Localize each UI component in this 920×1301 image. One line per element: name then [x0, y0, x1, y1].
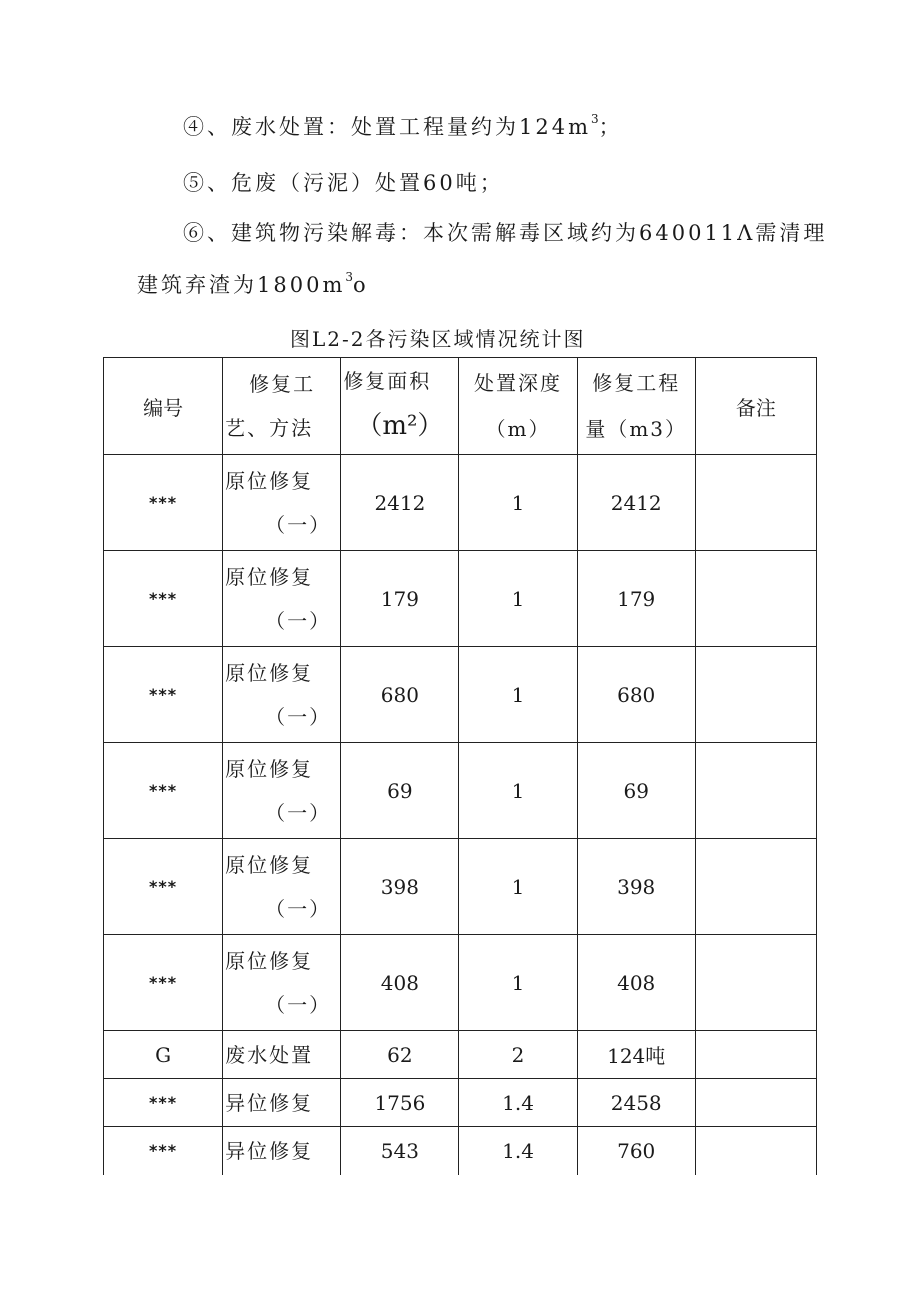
method-line: 原位修复 — [225, 756, 314, 781]
cell-method — [223, 1127, 341, 1175]
method-line: 异位修复 — [225, 1090, 314, 1115]
table-row — [104, 935, 817, 1031]
method-line: 原位修复 — [225, 852, 314, 877]
cell-id: *** — [104, 1079, 223, 1127]
cell-volume: 408 — [577, 935, 695, 1031]
header-text: 修复工 — [249, 372, 316, 396]
table-row — [104, 647, 817, 743]
cell-note — [695, 839, 816, 935]
header-depth — [459, 358, 577, 455]
cell-method — [223, 551, 341, 647]
method-line: 原位修复 — [225, 468, 314, 493]
cell-id: *** — [104, 839, 223, 935]
paragraph-text: 建筑弃渣为1800m — [137, 273, 346, 297]
cell-volume: 2458 — [577, 1079, 695, 1127]
header-note — [695, 358, 816, 455]
header-text: 备注 — [735, 395, 776, 420]
cell-method — [223, 839, 341, 935]
cell-note — [695, 455, 816, 551]
cell-area: 69 — [341, 743, 459, 839]
table-row — [104, 839, 817, 935]
cell-depth: 1 — [459, 455, 577, 551]
header-text: （m²） — [356, 411, 444, 441]
header-id — [104, 358, 223, 455]
cell-depth: 1 — [459, 647, 577, 743]
cell-method — [223, 455, 341, 551]
cell-id: *** — [104, 743, 223, 839]
contamination-table — [103, 357, 817, 1175]
method-line: 原位修复 — [225, 660, 314, 685]
header-volume — [577, 358, 695, 455]
table-row — [104, 1079, 817, 1127]
cell-note — [695, 1031, 816, 1079]
cell-id: *** — [104, 647, 223, 743]
cell-id: G — [104, 1031, 223, 1079]
table-row — [104, 1127, 817, 1175]
method-line: 原位修复 — [225, 564, 314, 589]
method-line: （一） — [265, 608, 332, 633]
method-line: 原位修复 — [225, 948, 314, 973]
paragraph-building-debris — [137, 270, 369, 297]
method-line: 废水处置 — [225, 1042, 314, 1067]
superscript: 3 — [591, 112, 599, 126]
header-area — [341, 358, 459, 455]
cell-method — [223, 647, 341, 743]
cell-volume: 124吨 — [577, 1031, 695, 1079]
method-line: （一） — [265, 512, 332, 537]
table-row — [104, 743, 817, 839]
cell-note — [695, 1079, 816, 1127]
cell-id: *** — [104, 1127, 223, 1175]
header-text: 修复面积 — [343, 369, 432, 393]
method-line: （一） — [265, 800, 332, 825]
cell-depth: 1 — [459, 839, 577, 935]
cell-note — [695, 551, 816, 647]
method-line: 异位修复 — [225, 1138, 314, 1163]
table-header-row — [104, 358, 817, 455]
cell-method — [223, 1079, 341, 1127]
paragraph-wastewater — [183, 112, 623, 139]
header-method — [223, 358, 341, 455]
cell-note — [695, 935, 816, 1031]
cell-depth: 1.4 — [459, 1127, 577, 1175]
cell-id: *** — [104, 935, 223, 1031]
method-line: （一） — [265, 704, 332, 729]
paragraph-hazardous-waste: ⑤、危废（污泥）处置60吨； — [183, 171, 504, 195]
cell-area: 398 — [341, 839, 459, 935]
cell-method — [223, 1031, 341, 1079]
cell-area: 2412 — [341, 455, 459, 551]
paragraph-text: ； — [598, 115, 623, 139]
cell-depth: 1 — [459, 551, 577, 647]
table-row — [104, 1031, 817, 1079]
cell-area: 62 — [341, 1031, 459, 1079]
method-line: （一） — [265, 992, 332, 1017]
paragraph-building-decontamination: ⑥、建筑物污染解毒：本次需解毒区域约为640011Λ需清理 — [183, 221, 828, 245]
cell-area: 680 — [341, 647, 459, 743]
cell-id: *** — [104, 455, 223, 551]
table-row — [104, 455, 817, 551]
cell-depth: 1.4 — [459, 1079, 577, 1127]
header-text: 量（m3） — [585, 417, 688, 441]
cell-volume: 760 — [577, 1127, 695, 1175]
cell-depth: 2 — [459, 1031, 577, 1079]
header-text: 艺、方法 — [225, 416, 314, 440]
header-text: （m） — [485, 417, 551, 441]
header-text: 处置深度 — [474, 371, 563, 395]
cell-method — [223, 743, 341, 839]
cell-volume: 69 — [577, 743, 695, 839]
cell-volume: 680 — [577, 647, 695, 743]
cell-method — [223, 935, 341, 1031]
cell-depth: 1 — [459, 935, 577, 1031]
cell-volume: 398 — [577, 839, 695, 935]
cell-note — [695, 647, 816, 743]
cell-area: 543 — [341, 1127, 459, 1175]
method-line: （一） — [265, 896, 332, 921]
cell-note — [695, 1127, 816, 1175]
superscript: 3 — [345, 270, 353, 284]
cell-area: 179 — [341, 551, 459, 647]
header-text: 编号 — [143, 395, 184, 420]
cell-volume: 179 — [577, 551, 695, 647]
paragraph-text: ④、废水处置：处置工程量约为124m — [183, 115, 591, 139]
cell-area: 408 — [341, 935, 459, 1031]
cell-area: 1756 — [341, 1079, 459, 1127]
cell-note — [695, 743, 816, 839]
paragraph-text: o — [353, 273, 369, 297]
cell-depth: 1 — [459, 743, 577, 839]
cell-volume: 2412 — [577, 455, 695, 551]
table-caption: 图L2-2各污染区域情况统计图 — [290, 327, 586, 351]
cell-id: *** — [104, 551, 223, 647]
table-row — [104, 551, 817, 647]
header-text: 修复工程 — [592, 371, 681, 395]
